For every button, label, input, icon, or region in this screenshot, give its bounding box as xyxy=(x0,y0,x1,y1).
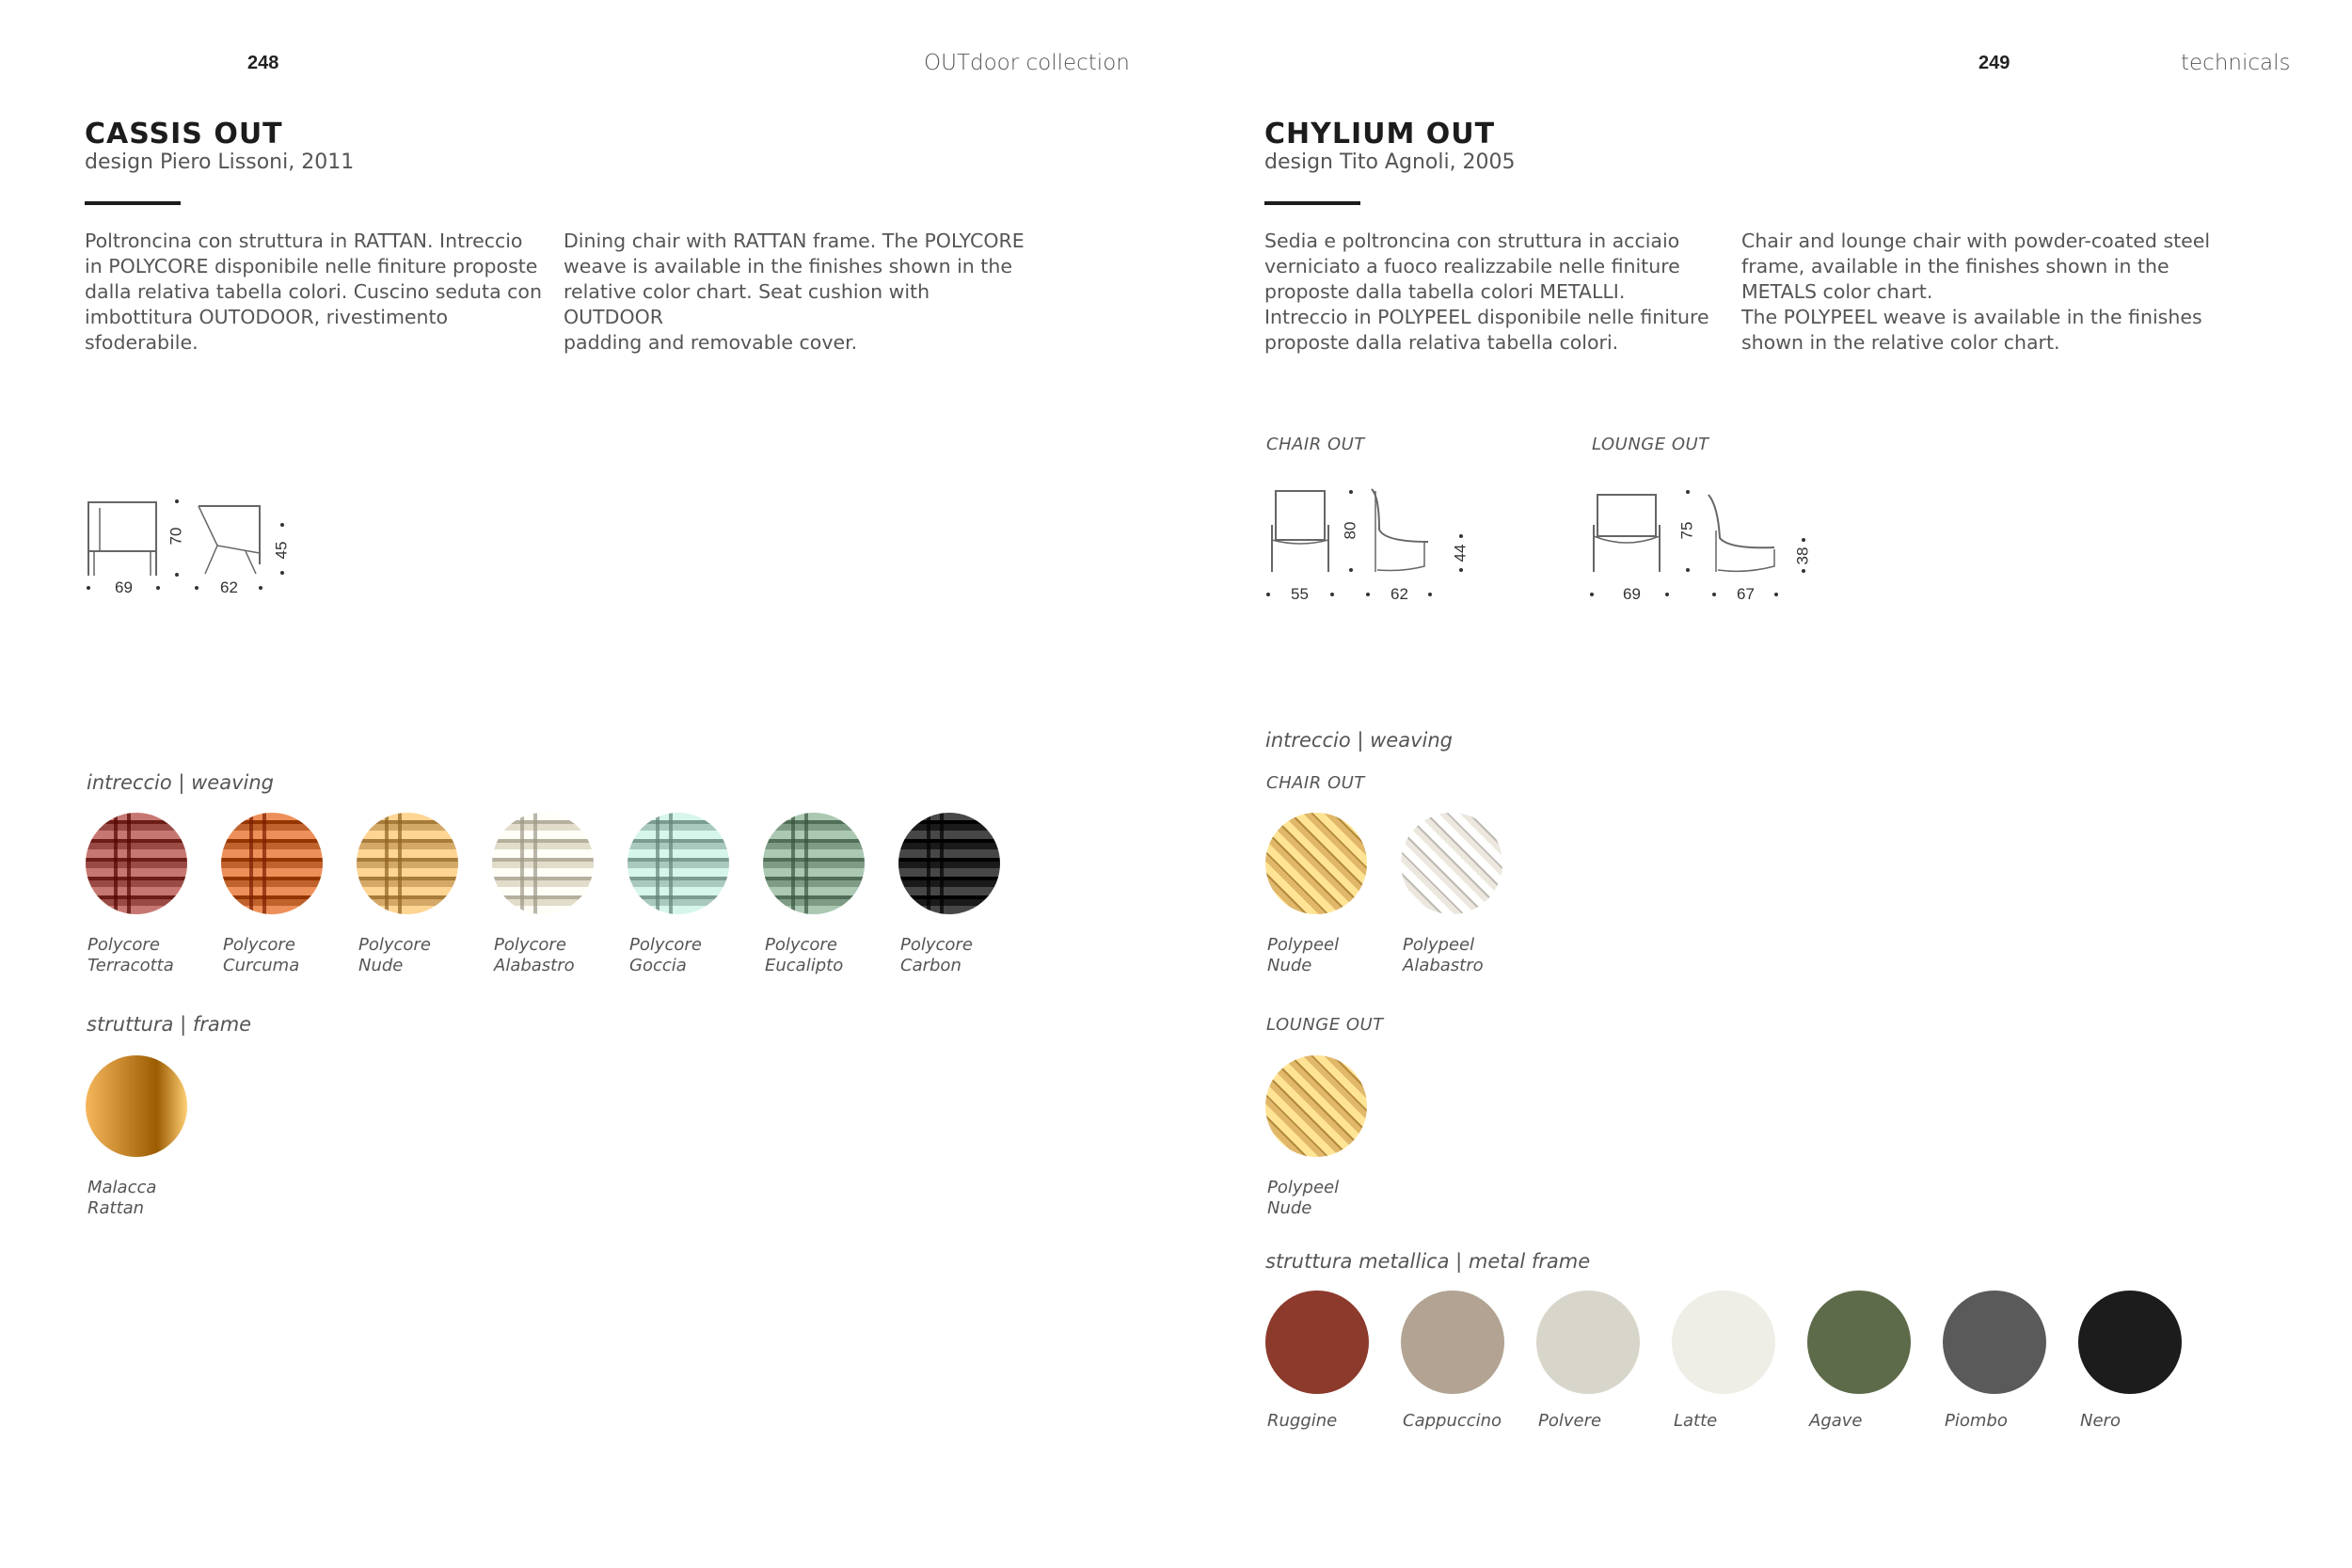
swatch-label-line: Polycore xyxy=(223,935,295,955)
swatch-label-line: Polycore xyxy=(87,935,160,955)
metal-color-label: Cappuccino xyxy=(1403,1411,1502,1431)
swatch-label-line: Nude xyxy=(1267,956,1312,975)
metal-color-label: Polvere xyxy=(1538,1411,1602,1431)
lounge-out-height-dimension: 75 xyxy=(1677,521,1696,540)
dimension-dot xyxy=(156,586,160,590)
swatch-label-line: Terracotta xyxy=(87,956,174,975)
right-page-header: technicals xyxy=(2181,51,2291,75)
dimension-dot xyxy=(195,586,199,590)
swatch-label-line: Polypeel xyxy=(1267,935,1340,955)
metal-color-label: Nero xyxy=(2080,1411,2121,1431)
dimension-dot xyxy=(1774,593,1778,596)
dimension-dot xyxy=(1366,593,1370,596)
polypeel-swatch-label xyxy=(1267,935,1390,976)
lounge-out-label: LOUNGE OUT xyxy=(1592,435,1709,454)
polycore-swatch-label xyxy=(765,935,887,976)
dimension-dot xyxy=(1459,568,1463,572)
weave-pattern xyxy=(221,813,323,914)
chylium-weaving-label: intreccio | weaving xyxy=(1265,729,1453,752)
text-line: Dining chair with RATTAN frame. The POLYCORE xyxy=(564,230,1025,252)
cassis-front-view-drawing xyxy=(85,499,160,578)
dimension-dot xyxy=(1712,593,1716,596)
text-line: proposte dalla relativa tabella colori. xyxy=(1264,331,1619,354)
cassis-side-view-drawing xyxy=(194,499,264,578)
metal-color-label: Agave xyxy=(1809,1411,1863,1431)
cassis-height-dimension: 70 xyxy=(167,527,185,546)
text-line: frame, available in the finishes shown in the xyxy=(1741,255,2169,277)
polypeel-swatch xyxy=(1401,813,1502,914)
swatch-label-line: Malacca xyxy=(87,1178,157,1197)
swatch-label-line: Alabastro xyxy=(494,956,575,975)
title-rule xyxy=(85,201,181,205)
lounge-out-depth-dimension: 67 xyxy=(1737,585,1755,603)
swatch-label-line: Alabastro xyxy=(1403,956,1484,975)
text-line: METALS color chart. xyxy=(1741,280,1933,303)
metal-color-swatch xyxy=(1265,1291,1369,1394)
metal-color-swatch xyxy=(1672,1291,1775,1394)
lounge-out-width-dimension: 69 xyxy=(1623,585,1641,603)
metal-color-swatch xyxy=(1943,1291,2046,1394)
product-title-chylium: CHYLIUM OUT xyxy=(1264,118,1496,150)
polypeel-swatch-label xyxy=(1403,935,1525,976)
weaving-chair-out-label: CHAIR OUT xyxy=(1266,773,1365,793)
chair-out-seat-height-dimension: 44 xyxy=(1451,544,1470,562)
lounge-out-front-view-drawing xyxy=(1590,491,1663,574)
text-line: Poltroncina con struttura in RATTAN. Intreccio xyxy=(85,230,523,252)
chair-out-front-view-drawing xyxy=(1268,487,1332,574)
title-rule xyxy=(1264,201,1360,205)
swatch-label-line: Polycore xyxy=(358,935,431,955)
dimension-dot xyxy=(1665,593,1669,596)
dimension-dot xyxy=(1686,490,1690,494)
swatch-label-line: Carbon xyxy=(900,956,961,975)
metal-color-label: Latte xyxy=(1674,1411,1718,1431)
weave-pattern xyxy=(357,813,458,914)
polycore-swatch-label xyxy=(629,935,752,976)
malacca-swatch xyxy=(86,1055,187,1157)
dimension-dot xyxy=(1802,569,1805,573)
dimension-dot xyxy=(175,573,179,577)
text-line: The POLYPEEL weave is available in the finishes xyxy=(1741,306,2202,328)
swatch-label-line: Curcuma xyxy=(223,956,300,975)
chair-out-side-view-drawing xyxy=(1366,487,1432,574)
polycore-swatch-label xyxy=(900,935,1023,976)
swatch-label-line: Polycore xyxy=(900,935,973,955)
metal-color-swatch xyxy=(2078,1291,2182,1394)
dimension-dot xyxy=(1349,490,1353,494)
description-italian-cassis xyxy=(85,229,555,356)
text-line: Chair and lounge chair with powder-coated steel xyxy=(1741,230,2211,252)
polycore-swatch-label xyxy=(223,935,345,976)
dimension-dot xyxy=(1590,593,1594,596)
malacca-swatch-label xyxy=(87,1178,210,1219)
weaving-lounge-out-label: LOUNGE OUT xyxy=(1266,1015,1384,1035)
dimension-dot xyxy=(1349,568,1353,572)
polycore-swatch xyxy=(492,813,594,914)
lounge-out-seat-height-dimension: 38 xyxy=(1793,546,1812,565)
polycore-swatch-label xyxy=(87,935,210,976)
metal-color-label: Piombo xyxy=(1945,1411,2008,1431)
metal-color-label: Ruggine xyxy=(1267,1411,1338,1431)
dimension-dot xyxy=(280,571,284,575)
dimension-dot xyxy=(1428,593,1432,596)
dimension-dot xyxy=(87,586,90,590)
polycore-swatch xyxy=(628,813,729,914)
description-italian-chylium xyxy=(1264,229,1735,356)
product-designer-chylium: design Tito Agnoli, 2005 xyxy=(1264,150,1516,174)
swatch-label-line: Polypeel xyxy=(1403,935,1475,955)
text-line: verniciato a fuoco realizzabile nelle finiture xyxy=(1264,255,1680,277)
right-page-number: 249 xyxy=(1979,53,2010,73)
weave-pattern xyxy=(628,813,729,914)
dimension-dot xyxy=(175,499,179,503)
text-line: shown in the relative color chart. xyxy=(1741,331,2060,354)
chair-out-height-dimension: 80 xyxy=(1341,521,1359,540)
polycore-swatch xyxy=(357,813,458,914)
text-line: imbottitura OUTODOOR, rivestimento sfoderabile. xyxy=(85,306,449,354)
dimension-dot xyxy=(1330,593,1334,596)
weave-pattern xyxy=(898,813,1000,914)
lounge-out-side-view-drawing xyxy=(1705,493,1780,574)
dimension-dot xyxy=(259,586,262,590)
text-line: dalla relativa tabella colori. Cuscino seduta con xyxy=(85,280,542,303)
polypeel-swatch xyxy=(1265,1055,1367,1157)
cassis-depth-dimension: 62 xyxy=(220,578,238,596)
polypeel-swatch-label xyxy=(1267,1178,1390,1219)
chair-out-depth-dimension: 62 xyxy=(1391,585,1408,603)
polycore-swatch-label xyxy=(358,935,481,976)
dimension-dot xyxy=(1266,593,1270,596)
swatch-label-line: Polycore xyxy=(629,935,702,955)
polypeel-swatch xyxy=(1265,813,1367,914)
metal-color-swatch xyxy=(1401,1291,1504,1394)
cassis-frame-label: struttura | frame xyxy=(87,1013,252,1036)
text-line: Sedia e poltroncina con struttura in acciaio xyxy=(1264,230,1680,252)
left-page-number: 248 xyxy=(247,53,279,73)
polycore-swatch-label xyxy=(494,935,616,976)
weave-pattern xyxy=(86,813,187,914)
chair-out-label: CHAIR OUT xyxy=(1266,435,1365,454)
metal-color-swatch xyxy=(1807,1291,1911,1394)
chair-out-width-dimension: 55 xyxy=(1291,585,1309,603)
dimension-dot xyxy=(280,523,284,527)
swatch-label-line: Polycore xyxy=(494,935,566,955)
text-line: weave is available in the finishes shown in the xyxy=(564,255,1012,277)
swatch-label-line: Rattan xyxy=(87,1198,145,1218)
metal-color-swatch xyxy=(1536,1291,1640,1394)
text-line: proposte dalla tabella colori METALLI. xyxy=(1264,280,1626,303)
polycore-swatch xyxy=(898,813,1000,914)
swatch-label-line: Eucalipto xyxy=(765,956,844,975)
dimension-dot xyxy=(1686,568,1690,572)
dimension-dot xyxy=(1802,538,1805,542)
polycore-swatch xyxy=(763,813,865,914)
swatch-label-line: Nude xyxy=(358,956,404,975)
metal-frame-label: struttura metallica | metal frame xyxy=(1265,1250,1591,1273)
product-title-cassis: CASSIS OUT xyxy=(85,118,283,150)
swatch-label-line: Polycore xyxy=(765,935,837,955)
weave-pattern xyxy=(763,813,865,914)
text-line: Intreccio in POLYPEEL disponibile nelle finiture xyxy=(1264,306,1709,328)
text-line: in POLYCORE disponibile nelle finiture proposte xyxy=(85,255,538,277)
polycore-swatch xyxy=(86,813,187,914)
text-line: relative color chart. Seat cushion with OUTDOOR xyxy=(564,280,930,328)
text-line: padding and removable cover. xyxy=(564,331,858,354)
cassis-width-dimension: 69 xyxy=(115,578,133,596)
description-english-chylium xyxy=(1741,229,2212,356)
swatch-label-line: Nude xyxy=(1267,1198,1312,1218)
swatch-label-line: Goccia xyxy=(629,956,687,975)
description-english-cassis xyxy=(564,229,1034,356)
product-designer-cassis: design Piero Lissoni, 2011 xyxy=(85,150,355,174)
left-page-header: OUTdoor collection xyxy=(924,51,1130,75)
swatch-label-line: Polypeel xyxy=(1267,1178,1340,1197)
cassis-weaving-label: intreccio | weaving xyxy=(87,771,274,794)
dimension-dot xyxy=(1459,534,1463,538)
weave-pattern xyxy=(492,813,594,914)
polycore-swatch xyxy=(221,813,323,914)
cassis-seat-height-dimension: 45 xyxy=(272,541,291,560)
